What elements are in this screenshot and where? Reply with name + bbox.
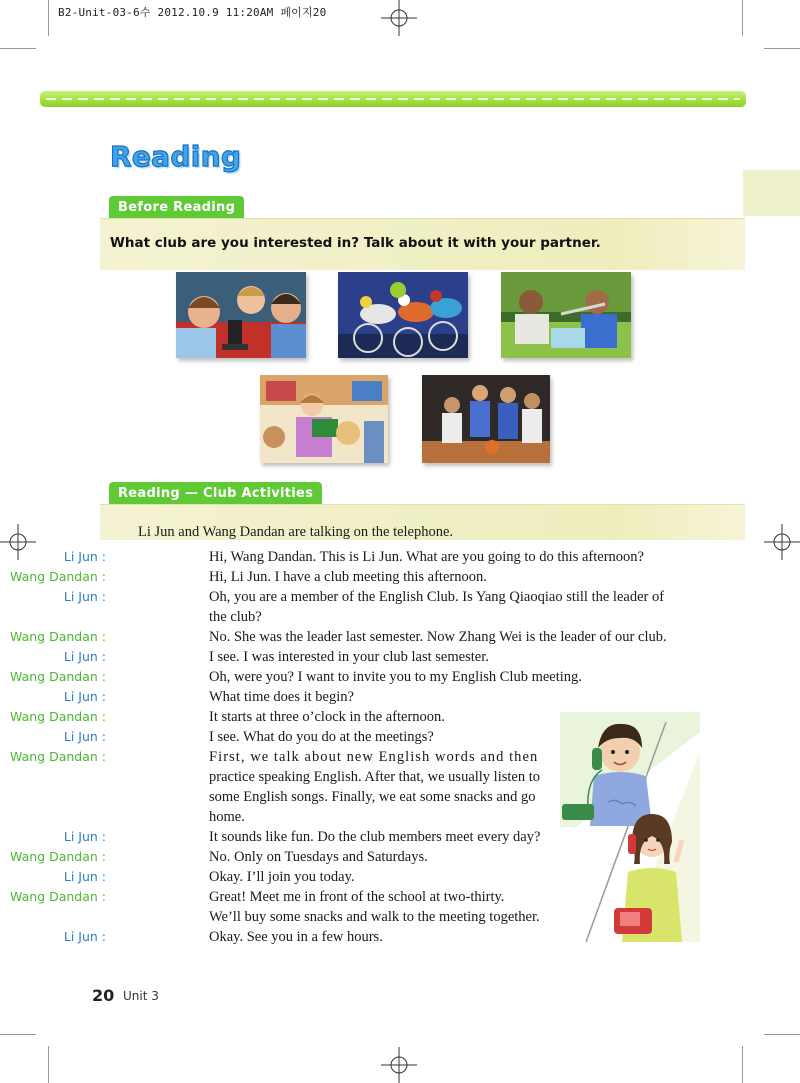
before-reading-label: Before Reading bbox=[109, 196, 244, 218]
side-tab bbox=[743, 170, 800, 216]
crop-line bbox=[742, 1046, 743, 1083]
band-divider bbox=[100, 218, 745, 219]
speaker-label: Li Jun : bbox=[63, 649, 106, 664]
line-text: practice speaking English. After that, we usually listen to bbox=[209, 769, 541, 785]
crop-line bbox=[764, 1034, 800, 1035]
reading-club-photo bbox=[260, 375, 388, 463]
line-text: What time does it begin? bbox=[209, 689, 354, 705]
speaker-label: Wang Dandan : bbox=[10, 669, 106, 684]
crop-line bbox=[48, 0, 49, 36]
line-text: the club? bbox=[209, 609, 262, 625]
line-text: some English songs. Finally, we eat some snacks and go bbox=[209, 789, 536, 805]
line-text: Hi, Wang Dandan. This is Li Jun. What are you going to do this afternoon? bbox=[209, 549, 644, 565]
unit-label: Unit 3 bbox=[123, 989, 159, 1003]
music-club-photo bbox=[501, 272, 631, 358]
speaker-label: Li Jun : bbox=[63, 729, 106, 744]
line-text: Hi, Li Jun. I have a club meeting this afternoon. bbox=[209, 569, 487, 585]
dialogue-line bbox=[0, 587, 700, 607]
registration-mark-icon bbox=[764, 524, 800, 560]
speaker-label: Li Jun : bbox=[63, 549, 106, 564]
speaker-label: Wang Dandan : bbox=[10, 709, 106, 724]
dialogue-line bbox=[0, 627, 700, 647]
line-text: First, we talk about new English words and then bbox=[209, 749, 539, 765]
page-number: 20 bbox=[92, 986, 115, 1005]
club-activities-label: Reading — Club Activities bbox=[109, 482, 322, 504]
line-text: It starts at three o’clock in the afternoon. bbox=[209, 709, 445, 725]
line-text: Okay. See you in a few hours. bbox=[209, 929, 383, 945]
line-text: home. bbox=[209, 809, 245, 825]
speaker-label: Li Jun : bbox=[63, 829, 106, 844]
speaker-label: Li Jun : bbox=[63, 689, 106, 704]
line-text: No. Only on Tuesdays and Saturdays. bbox=[209, 849, 428, 865]
dialogue-line bbox=[0, 687, 700, 707]
line-text: I see. What do you do at the meetings? bbox=[209, 729, 434, 745]
line-text: No. She was the leader last semester. Now Zhang Wei is the leader of our club. bbox=[209, 629, 667, 645]
line-text: I see. I was interested in your club last semester. bbox=[209, 649, 489, 665]
dialogue-line bbox=[0, 607, 700, 627]
section-title: Reading bbox=[110, 140, 242, 173]
speaker-label: Li Jun : bbox=[63, 929, 106, 944]
speaker-label: Li Jun : bbox=[63, 869, 106, 884]
speaker-label: Wang Dandan : bbox=[10, 889, 106, 904]
dialogue-line bbox=[0, 647, 700, 667]
dialogue-intro: Li Jun and Wang Dandan are talking on the telephone. bbox=[138, 524, 454, 540]
print-header: B2-Unit-03-6수 2012.10.9 11:20AM 페이지20 bbox=[58, 6, 327, 19]
discussion-question: What club are you interested in? Talk about it with your partner. bbox=[110, 235, 601, 251]
line-text: Oh, you are a member of the English Club. Is Yang Qiaoqiao still the leader of bbox=[209, 589, 665, 605]
dialogue-line bbox=[0, 547, 700, 567]
top-decorative-stripe bbox=[40, 91, 746, 107]
speaker-label: Wang Dandan : bbox=[10, 569, 106, 584]
cycling-club-photo bbox=[338, 272, 468, 358]
crop-line bbox=[0, 1034, 36, 1035]
telephone-call-illustration bbox=[556, 712, 700, 942]
dialogue-line bbox=[0, 667, 700, 687]
registration-mark-icon bbox=[381, 0, 417, 36]
line-text: Okay. I’ll join you today. bbox=[209, 869, 355, 885]
registration-mark-icon bbox=[381, 1047, 417, 1083]
line-text: We’ll buy some snacks and walk to the meeting together. bbox=[209, 909, 540, 925]
speaker-label: Wang Dandan : bbox=[10, 629, 106, 644]
line-text: It sounds like fun. Do the club members meet every day? bbox=[209, 829, 541, 845]
line-text: Oh, were you? I want to invite you to my English Club meeting. bbox=[209, 669, 582, 685]
crop-line bbox=[48, 1046, 49, 1083]
line-text: Great! Meet me in front of the school at two-thirty. bbox=[209, 889, 505, 905]
crop-line bbox=[0, 48, 36, 49]
crop-line bbox=[742, 0, 743, 36]
speaker-label: Wang Dandan : bbox=[10, 849, 106, 864]
basketball-club-photo bbox=[422, 375, 550, 463]
speaker-label: Wang Dandan : bbox=[10, 749, 106, 764]
speaker-label: Li Jun : bbox=[63, 589, 106, 604]
science-club-photo bbox=[176, 272, 306, 358]
band-divider bbox=[100, 504, 745, 505]
crop-line bbox=[764, 48, 800, 49]
dialogue-line bbox=[0, 567, 700, 587]
